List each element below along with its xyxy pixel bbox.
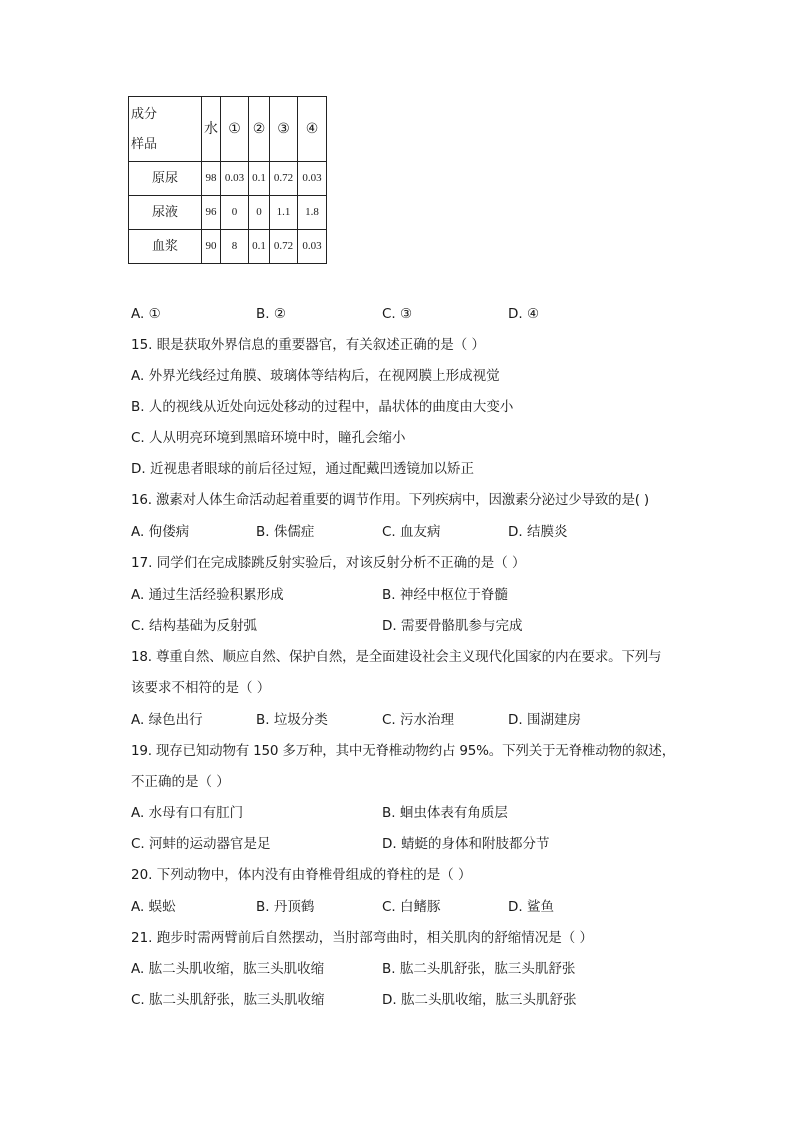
q18-option-a: A. 绿色出行 <box>131 712 203 728</box>
header-4: ④ <box>298 97 327 162</box>
q17-option-d: D. 需要骨骼肌参与完成 <box>382 618 523 634</box>
table-cell: 1.8 <box>298 196 327 230</box>
q15-stem: 15. 眼是获取外界信息的重要器官，有关叙述正确的是（ ） <box>131 337 486 353</box>
table-cell: 0.72 <box>270 230 298 264</box>
q15-option-c: C. 人从明亮环境到黑暗环境中时，瞳孔会缩小 <box>131 430 406 446</box>
corner-label-top: 成分 <box>131 107 158 122</box>
table-cell: 0.1 <box>249 162 270 196</box>
q17-option-b: B. 神经中枢位于脊髓 <box>382 587 508 603</box>
q21-stem: 21. 跑步时需两臂前后自然摆动，当肘部弯曲时，相关肌肉的舒缩情况是（ ） <box>131 930 594 946</box>
q21-option-b: B. 肱二头肌舒张，肱三头肌舒张 <box>382 961 576 977</box>
q17-option-a: A. 通过生活经验积累形成 <box>131 587 284 603</box>
q19-option-b: B. 蛔虫体表有角质层 <box>382 805 508 821</box>
q19-stem-line2: 不正确的是（ ） <box>131 774 230 790</box>
table-header-row <box>129 97 327 162</box>
table-cell: 98 <box>202 162 221 196</box>
table-cell: 0 <box>221 196 249 230</box>
q21-option-d: D. 肱二头肌收缩，肱三头肌舒张 <box>382 992 577 1008</box>
header-2: ② <box>249 97 270 162</box>
q17-stem: 17. 同学们在完成膝跳反射实验后，对该反射分析不正确的是（ ） <box>131 555 526 571</box>
header-1: ① <box>221 97 249 162</box>
q18-option-b: B. 垃圾分类 <box>256 712 328 728</box>
q16-option-a: A. 佝偻病 <box>131 524 190 540</box>
q16-stem: 16. 激素对人体生命活动起着重要的调节作用。下列疾病中，因激素分泌过少导致的是( ) <box>131 492 649 508</box>
table-cell: 0.72 <box>270 162 298 196</box>
q15-option-a: A. 外界光线经过角膜、玻璃体等结构后，在视网膜上形成视觉 <box>131 368 500 384</box>
q16-option-d: D. 结膜炎 <box>508 524 568 540</box>
row-label: 尿液 <box>129 196 202 230</box>
q19-option-d: D. 蜻蜓的身体和附肢都分节 <box>382 836 550 852</box>
q18-option-c: C. 污水治理 <box>382 712 455 728</box>
table-corner-cell <box>129 97 202 162</box>
table-cell: 1.1 <box>270 196 298 230</box>
q14-option-a: A. ① <box>131 306 161 322</box>
q20-option-d: D. 鲨鱼 <box>508 899 554 915</box>
q20-option-c: C. 白鳍豚 <box>382 899 441 915</box>
q19-option-a: A. 水母有口有肛门 <box>131 805 244 821</box>
table-cell: 0.1 <box>249 230 270 264</box>
q14-option-d: D. ④ <box>508 306 540 322</box>
q18-stem-line1: 18. 尊重自然、顺应自然、保护自然，是全面建设社会主义现代化国家的内在要求。下列与 <box>131 649 662 665</box>
table-cell: 0.03 <box>221 162 249 196</box>
q20-option-b: B. 丹顶鹤 <box>256 899 315 915</box>
q14-option-c: C. ③ <box>382 306 413 322</box>
q18-stem-line2: 该要求不相符的是（ ） <box>131 680 271 696</box>
q21-option-a: A. 肱二头肌收缩，肱三头肌收缩 <box>131 961 325 977</box>
q17-option-c: C. 结构基础为反射弧 <box>131 618 258 634</box>
q19-stem-line1: 19. 现存已知动物有 150 多万种，其中无脊椎动物约占 95%。下列关于无脊椎动物的叙述， <box>131 743 676 759</box>
header-3: ③ <box>270 97 298 162</box>
table-cell: 8 <box>221 230 249 264</box>
q14-option-b: B. ② <box>256 306 286 322</box>
header-water: 水 <box>202 97 221 162</box>
row-label: 血浆 <box>129 230 202 264</box>
composition-table <box>128 96 327 264</box>
corner-label-bottom: 样品 <box>131 137 158 152</box>
q18-option-d: D. 围湖建房 <box>508 712 581 728</box>
q20-stem: 20. 下列动物中，体内没有由脊椎骨组成的脊柱的是（ ） <box>131 867 472 883</box>
table-row <box>129 196 327 230</box>
q19-option-c: C. 河蚌的运动器官是足 <box>131 836 271 852</box>
q16-option-c: C. 血友病 <box>382 524 441 540</box>
table-cell: 0.03 <box>298 162 327 196</box>
q15-option-d: D. 近视患者眼球的前后径过短，通过配戴凹透镜加以矫正 <box>131 461 474 477</box>
q21-option-c: C. 肱二头肌舒张，肱三头肌收缩 <box>131 992 325 1008</box>
row-label: 原尿 <box>129 162 202 196</box>
table-cell: 90 <box>202 230 221 264</box>
table-cell: 96 <box>202 196 221 230</box>
table-cell: 0.03 <box>298 230 327 264</box>
q15-option-b: B. 人的视线从近处向远处移动的过程中，晶状体的曲度由大变小 <box>131 399 514 415</box>
q20-option-a: A. 蜈蚣 <box>131 899 176 915</box>
table-row <box>129 162 327 196</box>
q16-option-b: B. 侏儒症 <box>256 524 315 540</box>
table-cell: 0 <box>249 196 270 230</box>
table-row <box>129 230 327 264</box>
